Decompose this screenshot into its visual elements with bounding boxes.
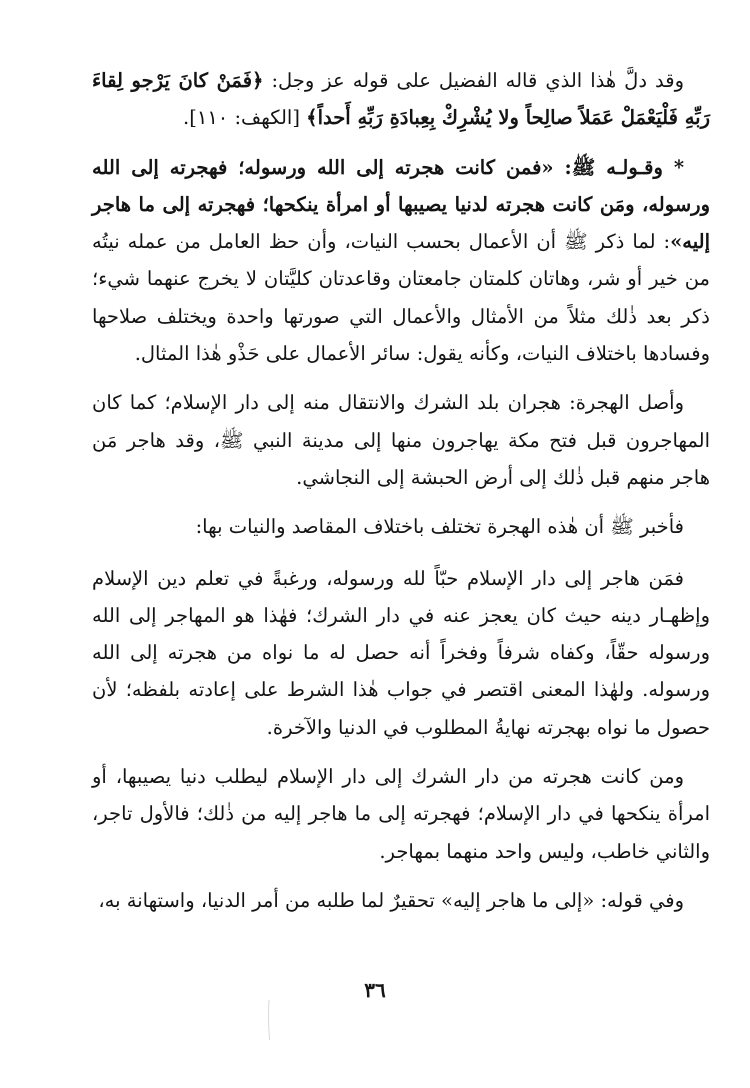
paragraph-contempt — [92, 882, 710, 919]
hadith-text: «فمن كانت هجرته إلى الله ورسوله؛ فهجرته إلى الله ورسوله، ومَن كانت هجرته لدنيا يصيبها أو امرأة ينكحها؛ فهجرته إلى ما هاجر إليه» — [92, 155, 710, 254]
paragraph-fudayl-verse — [92, 62, 710, 137]
paragraph-text: وفي قوله: «إلى ما هاجر إليه» تحقيرٌ لما طلبه من أمر الدنيا، واستهانة به، — [98, 888, 684, 912]
paragraph-text: : لما ذكر ﷺ أن الأعمال بحسب النيات، وأن حظ العامل من عمله نيتُه من خير أو شر، وهاتان كلمتان جامعتان وقاعدتان كليَّتان لا يخرج عنهما شيء؛ ذكر بعد ذٰلك مثلاً من الأمثال والأعمال التي صورتها واحدة ويختلف صلاحها وفسادها باختلاف النيات، وكأنه يقول: سائر الأعمال على حَذْو هٰذا المثال. — [92, 230, 710, 366]
paragraph-hadith-hijra — [92, 149, 710, 373]
page-body — [92, 62, 710, 931]
paragraph-intentions — [92, 508, 710, 545]
paragraph-text: ومن كانت هجرته من دار الشرك إلى دار الإسلام ليطلب دنيا يصيبها، أو امرأة ينكحها في دار الإسلام؛ فهجرته إلى ما هاجر إليه من ذٰلك؛ فالأول تاجر، والثاني خاطب، وليس واحد منهما بمهاجر. — [92, 765, 710, 863]
paper-crease-mark — [268, 1000, 270, 1040]
paragraph-worldly-emigrant — [92, 758, 710, 870]
paragraph-true-emigrant — [92, 560, 710, 746]
paragraph-origin-of-hijra — [92, 384, 710, 496]
verse-reference: [الكهف: ١١٠]. — [183, 106, 307, 130]
paragraph-text: وقد دلَّ هٰذا الذي قاله الفضيل على قوله عز وجل: — [263, 69, 684, 92]
paragraph-text: فمَن هاجر إلى دار الإسلام حبّاً لله ورسوله، ورغبةً في تعلم دين الإسلام وإظهـار دينه حيث كان يعجز عنه في دار الشرك؛ فهٰذا هو المهاجر إلى الله ورسوله حقّاً، وكفاه شرفاً وفخراً أنه حصل له ما نواه من هجرته إلى الله ورسوله. ولهٰذا المعنى اقتصر في جواب هٰذا الشرط على إعادته بلفظه؛ لأن حصول ما نواه بهجرته نهايةُ المطلوب في الدنيا والآخرة. — [92, 566, 710, 739]
paragraph-text: وأصل الهجرة: هجران بلد الشرك والانتقال منه إلى دار الإسلام؛ كما كان المهاجرون قبل فتح مكة يهاجرون منها إلى مدينة النبي ﷺ، وقد هاجر مَن هاجر منهم قبل ذٰلك إلى أرض الحبشة إلى النجاشي. — [92, 391, 710, 489]
quran-verse: ﴿فَمَنْ كانَ يَرْجو لِقاءَ رَبِّهِ فَلْيَعْمَلْ عَمَلاً صالِحاً ولا يُشْرِكْ بِعِبادَةِ رَبِّهِ أَحداً﴾ — [92, 69, 710, 130]
page-number: ٣٦ — [364, 978, 386, 1002]
hadith-intro: * وقـولـه ﷺ: — [553, 155, 685, 179]
paragraph-text: فأخبر ﷺ أن هٰذه الهجرة تختلف باختلاف المقاصد والنيات بها: — [195, 515, 684, 539]
